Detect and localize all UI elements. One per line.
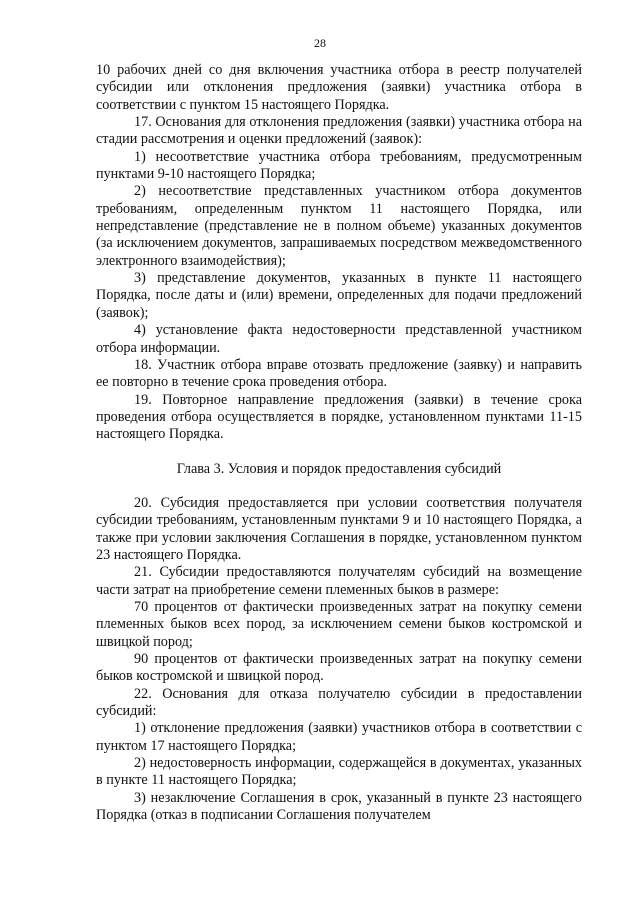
paragraph: 18. Участник отбора вправе отозвать предложение (заявку) и направить ее повторно в течение срока проведения отбора. bbox=[96, 356, 582, 391]
paragraph: 1) несоответствие участника отбора требованиям, предусмотренным пунктами 9-10 настоящего Порядка; bbox=[96, 148, 582, 183]
paragraph: 4) установление факта недостоверности представленной участником отбора информации. bbox=[96, 322, 582, 356]
paragraph: 2) недостоверность информации, содержащейся в документах, указанных в пункте 11 настоящего Порядка; bbox=[96, 755, 582, 789]
paragraph: 17. Основания для отклонения предложения (заявки) участника отбора на стадии рассмотрения и оценки предложений (заявок): bbox=[96, 114, 582, 148]
paragraph: 10 рабочих дней со дня включения участника отбора в реестр получателей субсидии или отклонения предложения (заявки) участника отбора в соответствии с пунктом 15 настоящего Порядка. bbox=[96, 62, 582, 113]
page-number: 28 bbox=[314, 36, 326, 50]
paragraph: 70 процентов от фактически произведенных затрат на покупку семени племенных быков всех пород, за исключением семени быков костромской и швицкой пород; bbox=[96, 598, 582, 650]
chapter-heading: Глава 3. Условия и порядок предоставления субсидий bbox=[176, 460, 502, 477]
paragraph: 21. Субсидии предоставляются получателям субсидий на возмещение части затрат на приобретение семени племенных быков в размере: bbox=[96, 564, 582, 598]
paragraph: 1) отклонение предложения (заявки) участников отбора в соответствии с пунктом 17 настоящего Порядка; bbox=[96, 720, 582, 754]
section-before bbox=[96, 62, 582, 444]
paragraph: 22. Основания для отказа получателю субсидии в предоставлении субсидий: bbox=[96, 685, 582, 720]
paragraph: 3) незаключение Соглашения в срок, указанный в пункте 23 настоящего Порядка (отказ в подписании Соглашения получателем bbox=[96, 789, 582, 824]
paragraph: 90 процентов от фактически произведенных затрат на покупку семени быков костромской и швицкой пород. bbox=[96, 651, 582, 685]
paragraph: 2) несоответствие представленных участником отбора документов требованиям, определенным пунктом 11 настоящего Порядка, или непредставление (представление не в полном объеме) указанных документов (за исключением документов, запрашиваемых посредством межведомственного электронного взаимодействия); bbox=[96, 183, 582, 269]
document-body bbox=[96, 62, 582, 824]
paragraph: 3) представление документов, указанных в пункте 11 настоящего Порядка, после даты и (или) времени, определенных для подачи предложений (заявок); bbox=[96, 270, 582, 321]
paragraph: 19. Повторное направление предложения (заявки) в течение срока проведения отбора осуществляется в порядке, установленном пунктами 11-15 настоящего Порядка. bbox=[96, 391, 582, 443]
paragraph: 20. Субсидия предоставляется при условии соответствия получателя субсидии требованиям, установленным пунктами 9 и 10 настоящего Порядка, а также при условии заключения Соглашения в порядке, установленном пунктом 23 настоящего Порядка. bbox=[96, 494, 582, 563]
section-after bbox=[96, 495, 582, 825]
